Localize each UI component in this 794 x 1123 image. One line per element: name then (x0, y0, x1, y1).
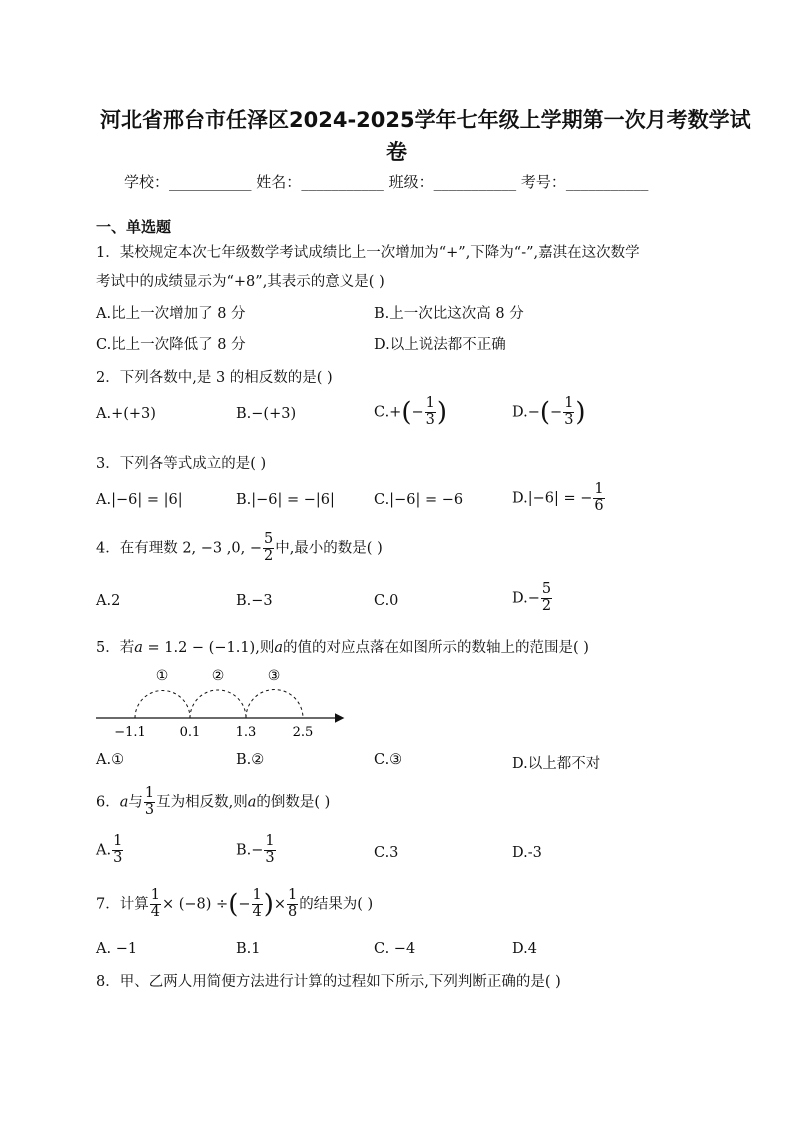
q2-stem: 2．下列各数中,是 3 的相反数的是( ) (96, 370, 333, 386)
tick-label-3: 1.3 (235, 725, 257, 740)
q3-option-b: B.|−6| = −|6| (236, 492, 335, 508)
q4-option-a: A.2 (96, 593, 121, 609)
q6-option-d: D.-3 (512, 845, 542, 861)
q3-d-fraction: $\frac{1}{6}$ (594, 481, 604, 514)
q5-option-d: D.以上都不对 (512, 756, 601, 772)
q3-option-a: A.|−6| = |6| (96, 492, 183, 508)
arc-2 (190, 690, 246, 718)
q4-stem-fraction: $\frac{5}{2}$ (263, 531, 274, 564)
q2-d-fraction: $\frac{1}{3}$ (564, 395, 574, 428)
q6-stem-fraction: $\frac{1}{3}$ (144, 785, 155, 818)
q7-option-d: D.4 (512, 941, 537, 957)
number-blank: ___________ (565, 173, 649, 191)
q5-option-b: B.② (236, 752, 265, 768)
q2-option-a: A.+(+3) (96, 406, 156, 422)
q7-option-c: C. −4 (374, 941, 416, 957)
q5-option-c: C.③ (374, 752, 403, 768)
q6-option-b: B.− $\frac{1}{3}$ (236, 833, 275, 866)
info-line (124, 171, 648, 192)
q7-option-a: A. −1 (96, 941, 138, 957)
q1-stem-line1: 1．某校规定本次七年级数学考试成绩比上一次增加为“+”,下降为“-”,嘉淇在这次数学 (96, 245, 640, 261)
page-title-line1: 河北省邢台市任泽区2024-2025学年七年级上学期第一次月考数学试 (100, 108, 751, 132)
page-title-line2: 卷 (386, 140, 407, 164)
q3-option-c: C.|−6| = −6 (374, 492, 464, 508)
arc-1 (135, 691, 190, 718)
circle-label-2: ② (211, 668, 225, 684)
q5-option-a: A.① (96, 752, 125, 768)
q6-b-fraction: $\frac{1}{3}$ (265, 833, 275, 866)
q1-option-b: B.上一次比这次高 8 分 (374, 306, 524, 322)
q8-stem: 8．甲、乙两人用简便方法进行计算的过程如下所示,下列判断正确的是( ) (96, 974, 561, 990)
q4-d-fraction: $\frac{5}{2}$ (541, 581, 552, 614)
q6-stem: 6．a与 $\frac{1}{3}$ 互为相反数,则a的倒数是( ) (96, 785, 331, 818)
class-label: 班级： (388, 173, 434, 191)
q2-c-fraction: $\frac{1}{3}$ (425, 395, 435, 428)
q7-stem: 7．计算 $\frac{1}{4}$ × (−8) ÷(− $\frac{1}{4}$ )× $\frac{1}{8}$ 的结果为( ) (96, 887, 374, 920)
number-line-figure (90, 660, 350, 742)
q1-stem-line2: 考试中的成绩显示为“+8”,其表示的意义是( ) (96, 274, 385, 290)
q2-option-d: D.−(− $\frac{1}{3}$ ) (512, 395, 586, 428)
class-blank: ___________ (433, 173, 517, 191)
q4-option-b: B.−3 (236, 593, 273, 609)
school-blank: ___________ (169, 173, 252, 191)
q6-option-a: A. $\frac{1}{3}$ (96, 833, 123, 866)
circle-label-3: ③ (267, 668, 281, 684)
tick-label-1: −1.1 (114, 725, 146, 740)
q7-fraction-2: $\frac{1}{4}$ (252, 887, 262, 920)
q1-option-c: C.比上一次降低了 8 分 (96, 337, 246, 353)
q7-option-b: B.1 (236, 941, 261, 957)
q4-option-d: D.− $\frac{5}{2}$ (512, 581, 552, 614)
circle-label-1: ① (155, 668, 169, 684)
q4-option-c: C.0 (374, 593, 399, 609)
q3-stem: 3．下列各等式成立的是( ) (96, 456, 267, 472)
name-blank: ___________ (301, 173, 384, 191)
q6-a-fraction: $\frac{1}{3}$ (113, 833, 123, 866)
q1-option-d: D.以上说法都不正确 (374, 337, 506, 353)
q2-option-b: B.−(+3) (236, 406, 297, 422)
school-label: 学校： (124, 173, 170, 191)
name-label: 姓名： (256, 173, 302, 191)
q7-fraction-3: $\frac{1}{8}$ (288, 887, 298, 920)
tick-label-4: 2.5 (292, 725, 314, 740)
q5-stem: 5．若a = 1.2 − (−1.1),则a的值的对应点落在如图所示的数轴上的范围是( ) (96, 640, 589, 656)
q2-option-c: C.+(− $\frac{1}{3}$ ) (374, 395, 448, 428)
section-header: 一、单选题 (96, 218, 172, 236)
tick-label-2: 0.1 (179, 725, 201, 740)
q4-stem: 4．在有理数 2, −3 ,0, − $\frac{5}{2}$ 中,最小的数是( ) (96, 531, 383, 564)
q3-option-d: D.|−6| = − $\frac{1}{6}$ (512, 481, 604, 514)
q7-fraction-1: $\frac{1}{4}$ (150, 887, 160, 920)
q1-option-a: A.比上一次增加了 8 分 (96, 306, 246, 322)
q6-option-c: C.3 (374, 845, 399, 861)
arc-3 (246, 690, 303, 718)
number-label: 考号： (520, 173, 566, 191)
